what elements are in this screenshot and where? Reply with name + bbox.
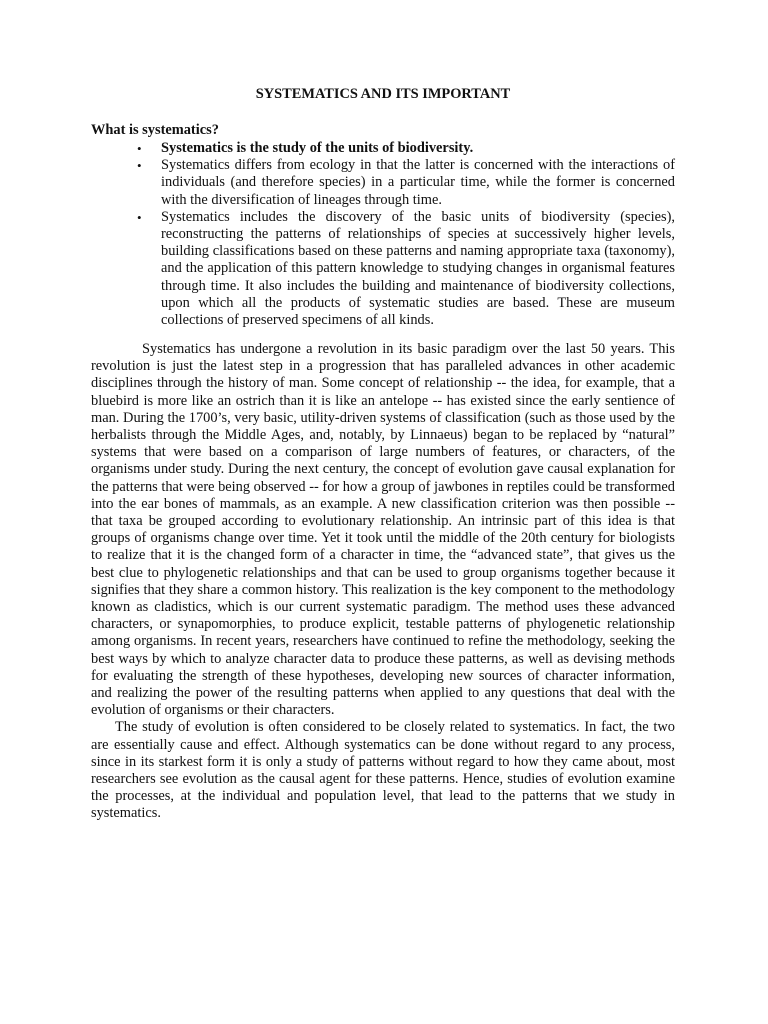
section-heading: What is systematics? [91, 122, 219, 138]
list-item [137, 140, 675, 157]
document-title: SYSTEMATICS AND ITS IMPORTANT [255, 86, 511, 102]
list-item-text: Systematics includes the discovery of the basic units of biodiversity (species), reconstructing the patterns of relationships of species at successively higher levels, building classifications based on these patterns and naming appropriate taxa (taxonomy), and the application of this pattern knowledge to studying changes in organismal features through time. It also includes the building and maintenance of biodiversity collections, upon which all the products of systematic studies are based. These are museum collections of preserved specimens of all kinds. [161, 208, 675, 329]
paragraph: The study of evolution is often considered to be closely related to systematics. In fact, the two are essentially cause and effect. Although systematics can be done without regard to any process, since in its starkest form it is only a study of patterns without regard to how they came about, most researchers see evolution as the causal agent for these patterns. Hence, studies of evolution examine the processes, at the individual and population level, that lead to the patterns that we study in systematics. [91, 719, 675, 822]
bullet-list [137, 140, 675, 329]
list-item-text: Systematics differs from ecology in that the latter is concerned with the interactions of individuals (and therefore species) in a particular time, while the former is concerned with the diversification of lineages through time. [161, 157, 675, 208]
bullet-icon: • [137, 141, 142, 156]
list-item [137, 157, 675, 209]
body-text [91, 341, 675, 823]
list-item [137, 208, 675, 329]
paragraph: Systematics has undergone a revolution in its basic paradigm over the last 50 years. This revolution is just the latest step in a progression that has paralleled advances in other academic disciplines through the history of man. Some concept of relationship -- the idea, for example, that a bluebird is more like an ostrich than it is like an antelope -- has existed since the early sentience of man. During the 1700’s, very basic, utility-driven systems of classification (such as those used by the herbalists through the Middle Ages, and, notably, by Linnaeus) began to be replaced by “natural” systems that were based on a comparison of large numbers of features, or characters, of the organisms under study. During the next century, the concept of evolution gave causal explanation for the patterns that were being observed -- for how a group of jawbones in reptiles could be transformed into the ear bones of mammals, as an example. A new classification criterion was then possible -- that taxa be grouped according to evolutionary relationship. An intrinsic part of this idea is that groups of organisms change over time. Yet it took until the middle of the 20th century for biologists to realize that it is the changed form of a character in time, the “advanced state”, that gives us the best clue to phylogenetic relationships and that can be used to group organisms together because it signifies that they share a common history. This realization is the key component to the methodology known as cladistics, which is our current systematic paradigm. The method uses these advanced characters, or synapomorphies, to produce explicit, testable patterns of phylogenetic relationship among organisms. In recent years, researchers have continued to refine the methodology, seeking the best ways by which to analyze character data to produce these patterns, as well as devising methods for evaluating the strength of these hypotheses, developing new sources of character information, and realizing the power of the resulting patterns when applied to any questions that deal with the evolution of organisms or their characters. [91, 341, 675, 719]
bullet-icon: • [137, 158, 142, 174]
bullet-icon: • [137, 209, 142, 225]
list-item-text: Systematics is the study of the units of biodiversity. [161, 140, 474, 156]
